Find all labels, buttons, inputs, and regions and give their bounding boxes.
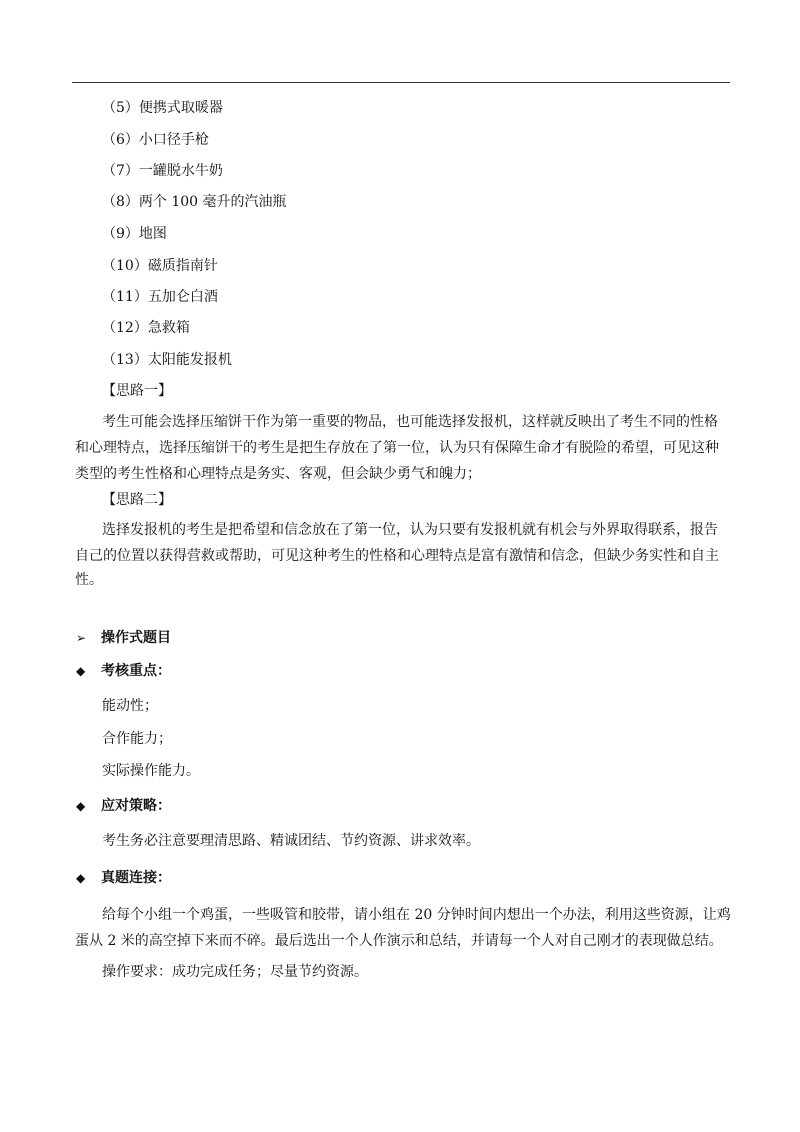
diamond-bullet-icon: ◆	[76, 799, 86, 813]
key-point-item: 实际操作能力。	[102, 763, 200, 779]
key-point-item: 合作能力；	[102, 731, 172, 747]
list-item: （10）磁质指南针	[102, 258, 218, 274]
real-question-line: 蛋从 2 米的高空掉下来而不碎。最后选出一个人作演示和总结，并请每一个人对自己刚才的表现做总结。	[75, 933, 723, 949]
thinking-one-line: 类型的考生性格和心理特点是务实、客观，但会缺少勇气和魄力；	[75, 466, 481, 482]
thinking-one-title: 【思路一】	[102, 383, 172, 399]
diamond-bullet-icon: ◆	[76, 871, 86, 885]
list-item: （6）小口径手枪	[102, 132, 209, 148]
thinking-one-line: 和心理特点，选择压缩饼干的考生是把生存放在了第一位，认为只有保障生命才有脱险的希望，可见这种	[75, 440, 719, 456]
list-item: （8）两个 100 毫升的汽油瓶	[102, 194, 287, 210]
thinking-two-line: 自己的位置以获得营救或帮助，可见这种考生的性格和心理特点是富有激情和信念，但缺少务实性和自主	[75, 548, 719, 564]
thinking-two-line: 性。	[75, 572, 103, 588]
key-points-title: 考核重点：	[101, 663, 171, 679]
thinking-two-title: 【思路二】	[102, 492, 172, 508]
list-item: （5）便携式取暖器	[102, 100, 223, 116]
list-item: （13）太阳能发报机	[102, 352, 232, 368]
operation-requirement: 操作要求：成功完成任务；尽量节约资源。	[102, 964, 368, 980]
key-point-item: 能动性；	[102, 698, 158, 714]
thinking-one-line: 考生可能会选择压缩饼干作为第一重要的物品，也可能选择发报机，这样就反映出了考生不同的性格	[102, 414, 718, 430]
header-rule	[72, 82, 730, 83]
arrow-bullet-icon: ➢	[76, 631, 87, 645]
section-title: 操作式题目	[101, 630, 171, 646]
strategy-text: 考生务必注意要理清思路、精诚团结、节约资源、讲求效率。	[102, 833, 480, 849]
diamond-bullet-icon: ◆	[76, 664, 86, 678]
strategy-title: 应对策略：	[101, 798, 171, 814]
list-item: （9）地图	[102, 226, 167, 242]
real-question-line: 给每个小组一个鸡蛋，一些吸管和胶带，请小组在 20 分钟时间内想出一个办法，利用这些资源，让鸡	[102, 907, 731, 923]
list-item: （7）一罐脱水牛奶	[102, 163, 223, 179]
list-item: （12）急救箱	[102, 320, 190, 336]
real-question-title: 真题连接：	[101, 870, 171, 886]
thinking-two-line: 选择发报机的考生是把希望和信念放在了第一位，认为只要有发报机就有机会与外界取得联系，报告	[102, 522, 718, 538]
list-item: （11）五加仑白酒	[102, 289, 218, 305]
